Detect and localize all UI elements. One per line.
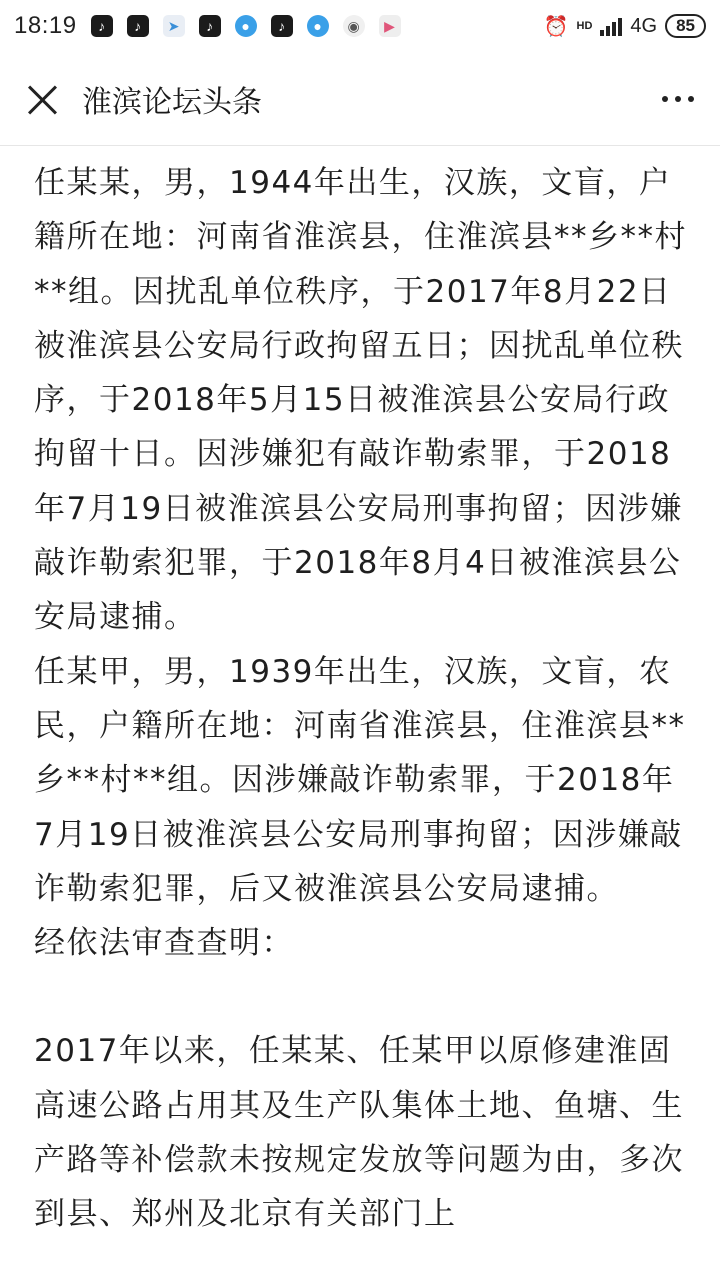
nav-bar: [0, 52, 720, 146]
blue-bubble-icon: ●: [235, 15, 257, 37]
blue-bubble-icon: ●: [307, 15, 329, 37]
play-store-icon: ▶: [379, 15, 401, 37]
close-icon[interactable]: [26, 83, 58, 115]
notification-icons: [91, 15, 401, 37]
tiktok-icon: ♪: [127, 15, 149, 37]
article-paragraph: 任某某，男，1944年出生，汉族，文盲，户籍所在地：河南省淮滨县，住淮滨县**乡**村**组。因扰乱单位秩序，于2017年8月22日被淮滨县公安局行政拘留五日；因扰乱单位秩序，于2018年5月15日被淮滨县公安局行政拘留十日。因涉嫌犯有敲诈勒索罪，于2018年7月19日被淮滨县公安局刑事拘留；因涉嫌敲诈勒索犯罪，于2018年8月4日被淮滨县公安局逮捕。: [34, 165, 687, 636]
tiktok-icon: ♪: [91, 15, 113, 37]
battery-icon: [665, 14, 706, 38]
battery-level: 85: [676, 16, 695, 35]
article-paragraph: 2017年以来，任某某、任某甲以原修建淮固高速公路占用其及生产队集体土地、鱼塘、生产路等补偿款未按规定发放等问题为由，多次到县、郑州及北京有关部门上: [34, 1033, 684, 1233]
alarm-icon: ⏰: [543, 15, 569, 38]
network-type: 4G: [630, 14, 658, 37]
status-bar: [0, 0, 720, 52]
signal-icon: [600, 16, 622, 36]
more-options-icon[interactable]: [662, 86, 694, 112]
status-time: 18:19: [14, 12, 77, 39]
page-title: 淮滨论坛头条: [82, 84, 262, 120]
tiktok-icon: ♪: [199, 15, 221, 37]
tiktok-icon: ♪: [271, 15, 293, 37]
feather-icon: ➤: [163, 15, 185, 37]
camera-icon: ◉: [343, 15, 365, 37]
article-paragraph: 经依法审查查明：: [34, 925, 294, 962]
paragraph-gap: [34, 970, 690, 1024]
status-right: [544, 14, 706, 39]
article-body: [34, 156, 690, 1242]
hd-label: HD: [576, 20, 593, 32]
article-paragraph: 任某甲，男，1939年出生，汉族，文盲，农民，户籍所在地：河南省淮滨县，住淮滨县**乡**村**组。因涉嫌敲诈勒索罪，于2018年7月19日被淮滨县公安局刑事拘留；因涉嫌敲诈勒索犯罪，后又被淮滨县公安局逮捕。: [34, 653, 686, 907]
